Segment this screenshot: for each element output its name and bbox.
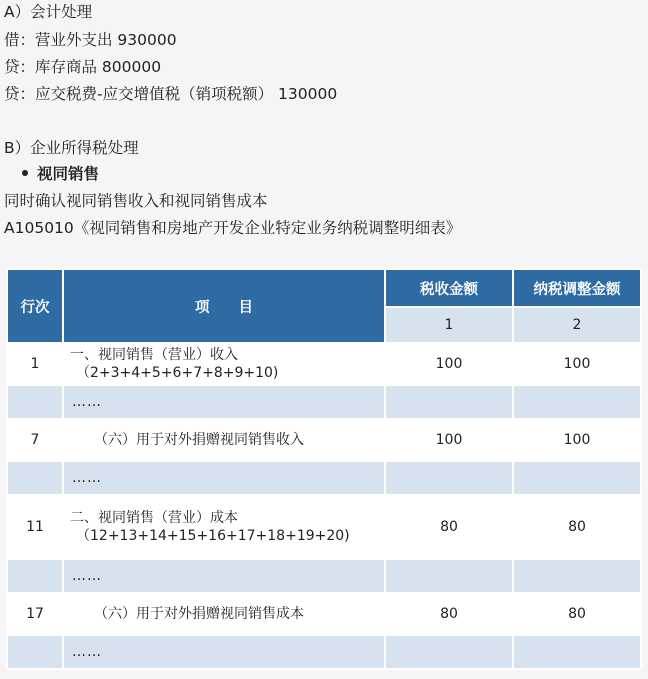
adjust-amount-cell (513, 559, 641, 593)
form-reference: A105010《视同销售和房地产开发企业特定业务纳税调整明细表》 (4, 219, 462, 237)
header-tax-amount: 税收金额 (385, 269, 513, 307)
row-number: 17 (7, 593, 63, 635)
bullet-text: 视同销售 (37, 165, 100, 183)
row-item (63, 461, 385, 495)
row-item (63, 385, 385, 419)
table-row (7, 461, 641, 495)
table-row (7, 559, 641, 593)
row-number: 11 (7, 495, 63, 559)
section-a-heading: A）会计处理 (4, 3, 93, 21)
row-item (63, 635, 385, 669)
table-row (7, 593, 641, 635)
credit-line-2: 贷：应交税费-应交增值税（销项税额） 130000 (4, 85, 338, 103)
tax-amount-cell: 100 (385, 343, 513, 385)
row-item (63, 495, 385, 559)
header-adjust-amount: 纳税调整金额 (513, 269, 641, 307)
ellipsis-text: …… (72, 644, 102, 660)
header-col-1: 1 (385, 307, 513, 343)
adjust-amount-cell: 100 (513, 419, 641, 461)
item-formula: （12+13+14+15+16+17+18+19+20) (76, 528, 350, 544)
description-line: 同时确认视同销售收入和视同销售成本 (4, 192, 268, 210)
tax-amount-cell: 100 (385, 419, 513, 461)
row-number (7, 461, 63, 495)
tax-amount-cell (385, 559, 513, 593)
tax-amount-cell: 80 (385, 593, 513, 635)
tax-amount-cell (385, 461, 513, 495)
item-text: 一、视同销售（营业）收入 (70, 347, 238, 363)
adjust-amount-cell: 80 (513, 495, 641, 559)
debit-line: 借：营业外支出 930000 (4, 31, 177, 49)
adjust-amount-cell: 80 (513, 593, 641, 635)
table-row (7, 419, 641, 461)
bullet-item (22, 164, 99, 184)
row-number: 7 (7, 419, 63, 461)
bullet-dot-icon (22, 170, 28, 176)
adjust-amount-cell (513, 385, 641, 419)
row-number (7, 635, 63, 669)
ellipsis-text: …… (72, 568, 102, 584)
ellipsis-text: …… (72, 470, 102, 486)
row-item (63, 593, 385, 635)
row-item (63, 343, 385, 385)
section-b-heading: B）企业所得税处理 (4, 139, 139, 157)
tax-amount-cell: 80 (385, 495, 513, 559)
tax-amount-cell (385, 635, 513, 669)
row-number: 1 (7, 343, 63, 385)
header-col-2: 2 (513, 307, 641, 343)
item-text: （六）用于对外捐赠视同销售成本 (94, 606, 304, 622)
item-text: 二、视同销售（营业）成本 (70, 510, 238, 526)
row-item (63, 559, 385, 593)
row-number (7, 385, 63, 419)
header-item: 项 目 (63, 269, 385, 343)
item-text: （六）用于对外捐赠视同销售收入 (94, 432, 304, 448)
table-row (7, 385, 641, 419)
table-row (7, 343, 641, 385)
ellipsis-text: …… (72, 394, 102, 410)
row-item (63, 419, 385, 461)
table-row (7, 635, 641, 669)
adjustment-table (6, 268, 640, 670)
header-row-no: 行次 (7, 269, 63, 343)
table-row (7, 495, 641, 559)
item-formula: （2+3+4+5+6+7+8+9+10) (76, 365, 279, 381)
adjust-amount-cell (513, 461, 641, 495)
adjust-amount-cell (513, 635, 641, 669)
row-number (7, 559, 63, 593)
adjust-amount-cell: 100 (513, 343, 641, 385)
tax-amount-cell (385, 385, 513, 419)
credit-line-1: 贷：库存商品 800000 (4, 58, 162, 76)
